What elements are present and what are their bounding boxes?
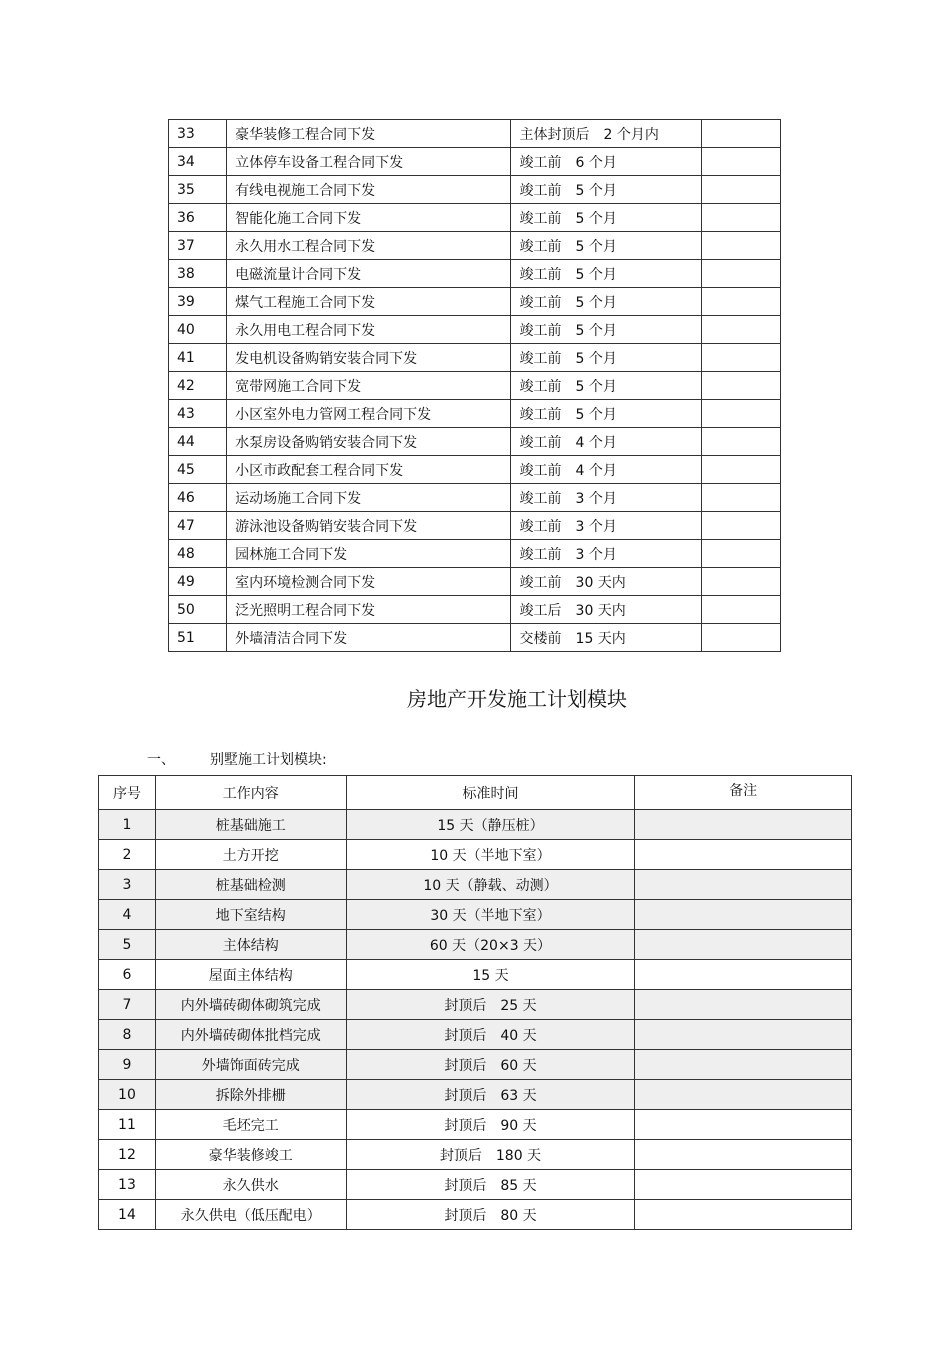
section-number: 一、 (147, 752, 175, 768)
remark (635, 1170, 852, 1200)
villa-table-body (99, 810, 852, 1230)
contract-name: 有线电视施工合同下发 (227, 176, 510, 204)
row-number: 45 (169, 456, 227, 484)
contract-note (701, 568, 780, 596)
table-row (169, 540, 781, 568)
contract-note (701, 400, 780, 428)
table-row (99, 900, 852, 930)
row-number: 7 (99, 990, 156, 1020)
contract-table-body (169, 120, 781, 652)
work-content: 外墙饰面砖完成 (155, 1050, 346, 1080)
contract-name: 室内环境检测合同下发 (227, 568, 510, 596)
work-content: 土方开挖 (155, 840, 346, 870)
contract-name: 煤气工程施工合同下发 (227, 288, 510, 316)
table-row (99, 990, 852, 1020)
table-row (169, 456, 781, 484)
row-number: 47 (169, 512, 227, 540)
remark (635, 1140, 852, 1170)
standard-time: 封顶后 25 天 (346, 990, 635, 1020)
contract-time: 竣工前 5 个月 (510, 260, 701, 288)
table-row (169, 428, 781, 456)
table-row (169, 232, 781, 260)
work-content: 屋面主体结构 (155, 960, 346, 990)
work-content: 拆除外排栅 (155, 1080, 346, 1110)
row-number: 9 (99, 1050, 156, 1080)
row-number: 10 (99, 1080, 156, 1110)
table-row (99, 1050, 852, 1080)
document-title: 房地产开发施工计划模块 (407, 687, 627, 711)
row-number: 49 (169, 568, 227, 596)
remark (635, 930, 852, 960)
row-number: 39 (169, 288, 227, 316)
remark (635, 810, 852, 840)
header-row (99, 776, 852, 810)
contract-name: 豪华装修工程合同下发 (227, 120, 510, 148)
contract-note (701, 456, 780, 484)
table-row (99, 1110, 852, 1140)
contract-name: 永久用水工程合同下发 (227, 232, 510, 260)
table-row (169, 596, 781, 624)
table-row (169, 176, 781, 204)
table-row (169, 484, 781, 512)
work-content: 毛坯完工 (155, 1110, 346, 1140)
section-title: 别墅施工计划模块: (210, 752, 327, 768)
contract-note (701, 484, 780, 512)
row-number: 37 (169, 232, 227, 260)
header-note: 备注 (635, 776, 852, 810)
table-row (99, 1200, 852, 1230)
standard-time: 15 天（静压桩） (346, 810, 635, 840)
contract-time: 竣工前 5 个月 (510, 204, 701, 232)
header-time: 标准时间 (346, 776, 635, 810)
contract-time: 主体封顶后 2 个月内 (510, 120, 701, 148)
row-number: 34 (169, 148, 227, 176)
row-number: 3 (99, 870, 156, 900)
contract-time: 竣工前 30 天内 (510, 568, 701, 596)
row-number: 44 (169, 428, 227, 456)
table-row (99, 960, 852, 990)
contract-name: 泛光照明工程合同下发 (227, 596, 510, 624)
header-work: 工作内容 (155, 776, 346, 810)
contract-time: 竣工后 30 天内 (510, 596, 701, 624)
contract-note (701, 316, 780, 344)
table-row (99, 1020, 852, 1050)
row-number: 5 (99, 930, 156, 960)
work-content: 内外墙砖砌体砌筑完成 (155, 990, 346, 1020)
contract-name: 外墙清洁合同下发 (227, 624, 510, 652)
section-heading (147, 749, 327, 769)
contract-name: 小区市政配套工程合同下发 (227, 456, 510, 484)
contract-time: 竣工前 3 个月 (510, 512, 701, 540)
contract-time: 竣工前 5 个月 (510, 372, 701, 400)
standard-time: 封顶后 90 天 (346, 1110, 635, 1140)
contract-name: 发电机设备购销安装合同下发 (227, 344, 510, 372)
standard-time: 封顶后 60 天 (346, 1050, 635, 1080)
contract-time: 竣工前 5 个月 (510, 316, 701, 344)
standard-time: 30 天（半地下室） (346, 900, 635, 930)
contract-time: 竣工前 5 个月 (510, 232, 701, 260)
contract-note (701, 624, 780, 652)
row-number: 38 (169, 260, 227, 288)
work-content: 地下室结构 (155, 900, 346, 930)
work-content: 主体结构 (155, 930, 346, 960)
contract-schedule-table (168, 119, 781, 652)
row-number: 6 (99, 960, 156, 990)
contract-name: 小区室外电力管网工程合同下发 (227, 400, 510, 428)
contract-name: 园林施工合同下发 (227, 540, 510, 568)
remark (635, 1110, 852, 1140)
row-number: 12 (99, 1140, 156, 1170)
contract-note (701, 204, 780, 232)
contract-time: 竣工前 6 个月 (510, 148, 701, 176)
row-number: 11 (99, 1110, 156, 1140)
remark (635, 990, 852, 1020)
villa-schedule-table (98, 775, 852, 1230)
remark (635, 960, 852, 990)
table-row (169, 288, 781, 316)
contract-note (701, 232, 780, 260)
table-row (169, 120, 781, 148)
contract-note (701, 596, 780, 624)
villa-table-header (99, 776, 852, 810)
row-number: 46 (169, 484, 227, 512)
table-row (169, 624, 781, 652)
contract-name: 水泵房设备购销安装合同下发 (227, 428, 510, 456)
table-row (99, 1170, 852, 1200)
work-content: 永久供电（低压配电） (155, 1200, 346, 1230)
row-number: 33 (169, 120, 227, 148)
table-row (169, 512, 781, 540)
contract-note (701, 512, 780, 540)
table-row (169, 148, 781, 176)
standard-time: 15 天 (346, 960, 635, 990)
contract-time: 竣工前 3 个月 (510, 484, 701, 512)
remark (635, 900, 852, 930)
contract-note (701, 540, 780, 568)
contract-time: 竣工前 5 个月 (510, 400, 701, 428)
work-content: 永久供水 (155, 1170, 346, 1200)
contract-time: 竣工前 4 个月 (510, 428, 701, 456)
contract-note (701, 176, 780, 204)
row-number: 14 (99, 1200, 156, 1230)
table-row (99, 1080, 852, 1110)
table-row (169, 260, 781, 288)
row-number: 48 (169, 540, 227, 568)
contract-name: 永久用电工程合同下发 (227, 316, 510, 344)
standard-time: 封顶后 40 天 (346, 1020, 635, 1050)
work-content: 桩基础施工 (155, 810, 346, 840)
contract-name: 智能化施工合同下发 (227, 204, 510, 232)
contract-name: 立体停车设备工程合同下发 (227, 148, 510, 176)
table-row (99, 930, 852, 960)
work-content: 豪华装修竣工 (155, 1140, 346, 1170)
table-row (169, 400, 781, 428)
table-row (169, 204, 781, 232)
row-number: 1 (99, 810, 156, 840)
work-content: 桩基础检测 (155, 870, 346, 900)
standard-time: 60 天（20×3 天） (346, 930, 635, 960)
table-row (99, 870, 852, 900)
contract-note (701, 120, 780, 148)
work-content: 内外墙砖砌体批档完成 (155, 1020, 346, 1050)
row-number: 43 (169, 400, 227, 428)
contract-name: 电磁流量计合同下发 (227, 260, 510, 288)
row-number: 4 (99, 900, 156, 930)
contract-name: 运动场施工合同下发 (227, 484, 510, 512)
contract-note (701, 288, 780, 316)
contract-time: 竣工前 4 个月 (510, 456, 701, 484)
remark (635, 1050, 852, 1080)
contract-name: 宽带网施工合同下发 (227, 372, 510, 400)
table-row (169, 372, 781, 400)
row-number: 2 (99, 840, 156, 870)
row-number: 41 (169, 344, 227, 372)
contract-note (701, 428, 780, 456)
table-row (99, 1140, 852, 1170)
contract-note (701, 260, 780, 288)
header-num: 序号 (99, 776, 156, 810)
row-number: 35 (169, 176, 227, 204)
remark (635, 1020, 852, 1050)
remark (635, 1080, 852, 1110)
contract-time: 交楼前 15 天内 (510, 624, 701, 652)
standard-time: 封顶后 63 天 (346, 1080, 635, 1110)
contract-time: 竣工前 3 个月 (510, 540, 701, 568)
row-number: 40 (169, 316, 227, 344)
contract-note (701, 372, 780, 400)
contract-note (701, 148, 780, 176)
contract-time: 竣工前 5 个月 (510, 288, 701, 316)
row-number: 36 (169, 204, 227, 232)
row-number: 51 (169, 624, 227, 652)
table-row (99, 810, 852, 840)
remark (635, 870, 852, 900)
table-row (169, 316, 781, 344)
contract-time: 竣工前 5 个月 (510, 344, 701, 372)
row-number: 8 (99, 1020, 156, 1050)
standard-time: 封顶后 180 天 (346, 1140, 635, 1170)
row-number: 50 (169, 596, 227, 624)
contract-note (701, 344, 780, 372)
standard-time: 封顶后 80 天 (346, 1200, 635, 1230)
table-row (169, 344, 781, 372)
remark (635, 1200, 852, 1230)
row-number: 42 (169, 372, 227, 400)
row-number: 13 (99, 1170, 156, 1200)
remark (635, 840, 852, 870)
standard-time: 10 天（静载、动测） (346, 870, 635, 900)
standard-time: 10 天（半地下室） (346, 840, 635, 870)
contract-time: 竣工前 5 个月 (510, 176, 701, 204)
table-row (99, 840, 852, 870)
contract-name: 游泳池设备购销安装合同下发 (227, 512, 510, 540)
standard-time: 封顶后 85 天 (346, 1170, 635, 1200)
table-row (169, 568, 781, 596)
